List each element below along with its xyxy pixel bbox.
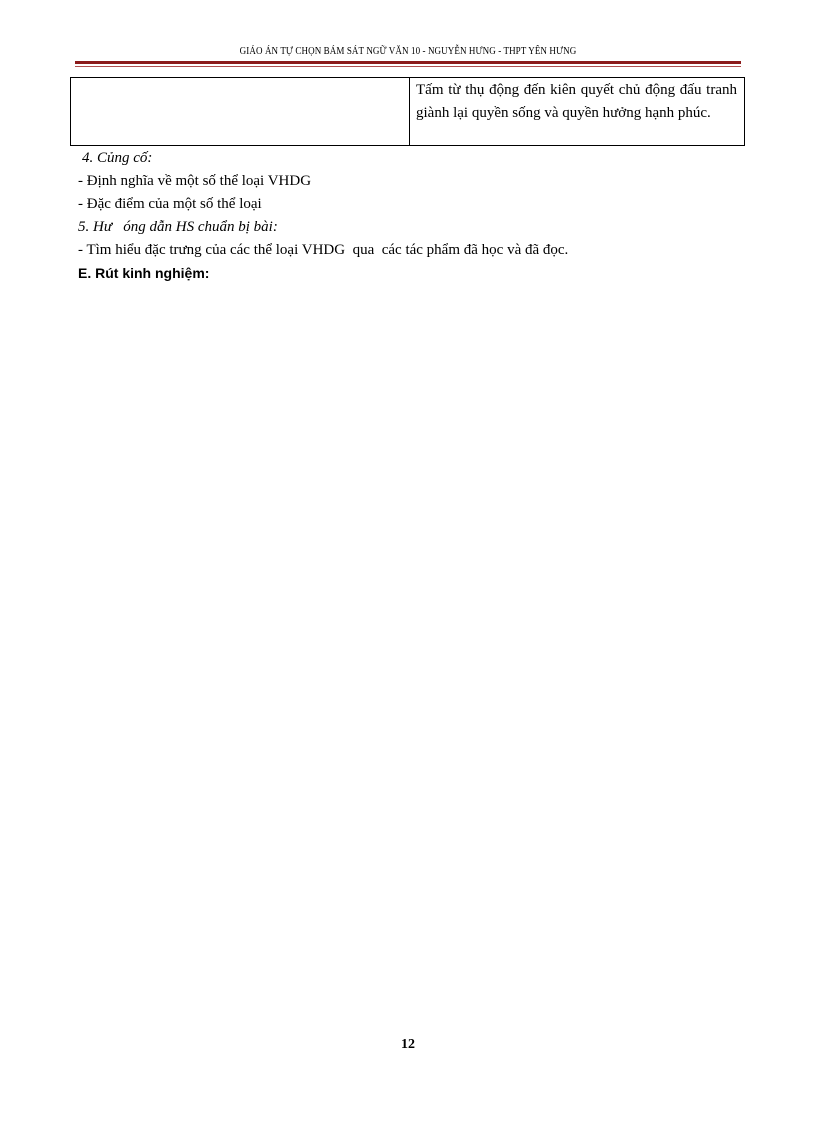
header-rule-thick <box>75 61 741 64</box>
section-5-heading: 5. Hư óng dẫn HS chuẩn bị bài: <box>78 219 278 235</box>
section-4-heading: 4. Củng cố: <box>82 150 153 166</box>
table-cell-right-text: Tấm từ thụ động đến kiên quyết chủ động đấu tranh giành lại quyền sống và quyền hưởng hạnh phúc. <box>416 82 737 121</box>
table-cell-right <box>410 78 745 146</box>
section-4-item: - Đặc điểm của một số thể loại <box>78 196 262 212</box>
section-4-item: - Định nghĩa về một số thể loại VHDG <box>78 173 312 189</box>
section-5-item: - Tìm hiểu đặc trưng của các thể loại VHDG qua các tác phẩm đã học và đã đọc. <box>78 242 569 258</box>
table-cell-left <box>71 78 410 146</box>
page-number: 12 <box>401 1037 415 1052</box>
section-e-heading: E. Rút kinh nghiệm: <box>78 265 210 281</box>
table-cell-left-text <box>71 78 409 79</box>
document-body <box>78 147 738 285</box>
header-rule-thin <box>75 66 741 67</box>
table-row <box>71 78 745 146</box>
page-header: GIÁO ÁN TỰ CHỌN BÁM SÁT NGỮ VĂN 10 - NGUYỄN HƯNG - THPT YÊN HƯNG <box>239 46 577 57</box>
content-table <box>70 77 745 146</box>
